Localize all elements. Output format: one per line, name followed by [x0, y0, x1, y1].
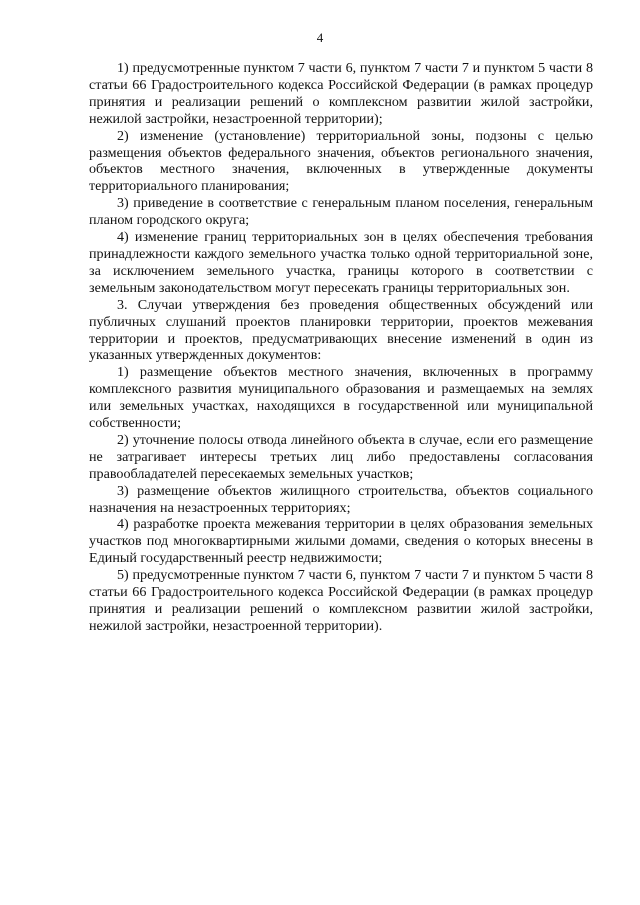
paragraph-section-3-heading: 3. Случаи утверждения без проведения общественных обсуждений или публичных слушаний проектов планировки территории, проектов межевания территории и проектов, предусматривающих внесение изменений в один из указанных утвержденных документов:: [89, 296, 593, 364]
paragraph-section-3-item-4: 4) разработке проекта межевания территории в целях образования земельных участков под многоквартирными жилыми домами, сведения о которых внесены в Единый государственный реестр недвижимости;: [89, 516, 593, 567]
paragraph-item-1-zone-rules: 1) предусмотренные пунктом 7 части 6, пунктом 7 части 7 и пунктом 5 части 8 статьи 66 Градостроительного кодекса Российской Федерации (в рамках процедур принятия и реализации решений о комплексном развитии жилой застройки, нежилой застройки, незастроенной территории);: [89, 60, 593, 127]
paragraph-section-3-item-1: 1) размещение объектов местного значения, включенных в программу комплексного развития муниципального образования и размещаемых на землях или земельных участках, находящихся в государственной или муниципальной собственности;: [89, 364, 593, 432]
page-number: 4: [316, 30, 324, 45]
paragraph-item-3-general-plan: 3) приведение в соответствие с генеральным планом поселения, генеральным планом городского округа;: [89, 195, 593, 229]
paragraph-item-2-zone-change: 2) изменение (установление) территориальной зоны, подзоны с целью размещения объектов федерального значения, объектов регионального значения, объектов местного значения, включенных в утвержденные документы территориального планирования;: [89, 127, 593, 195]
document-body: [89, 60, 593, 635]
paragraph-section-3-item-2: 2) уточнение полосы отвода линейного объекта в случае, если его размещение не затрагивает интересы третьих лиц либо предоставлены согласования правообладателей пересекаемых земельных участков;: [89, 431, 593, 482]
paragraph-section-3-item-5: 5) предусмотренные пунктом 7 части 6, пунктом 7 части 7 и пунктом 5 части 8 статьи 66 Градостроительного кодекса Российской Федерации (в рамках процедур принятия и реализации решений о комплексном развитии жилой застройки, нежилой застройки, незастроенной территории).: [89, 567, 593, 634]
paragraph-section-3-item-3: 3) размещение объектов жилищного строительства, объектов социального назначения на незастроенных территориях;: [89, 482, 593, 516]
paragraph-item-4-zone-borders: 4) изменение границ территориальных зон в целях обеспечения требования принадлежности каждого земельного участка только одной территориальной зоне, за исключением земельного участка, границы которого в соответствии с земельным законодательством могут пересекать границы территориальных зон.: [89, 229, 593, 296]
